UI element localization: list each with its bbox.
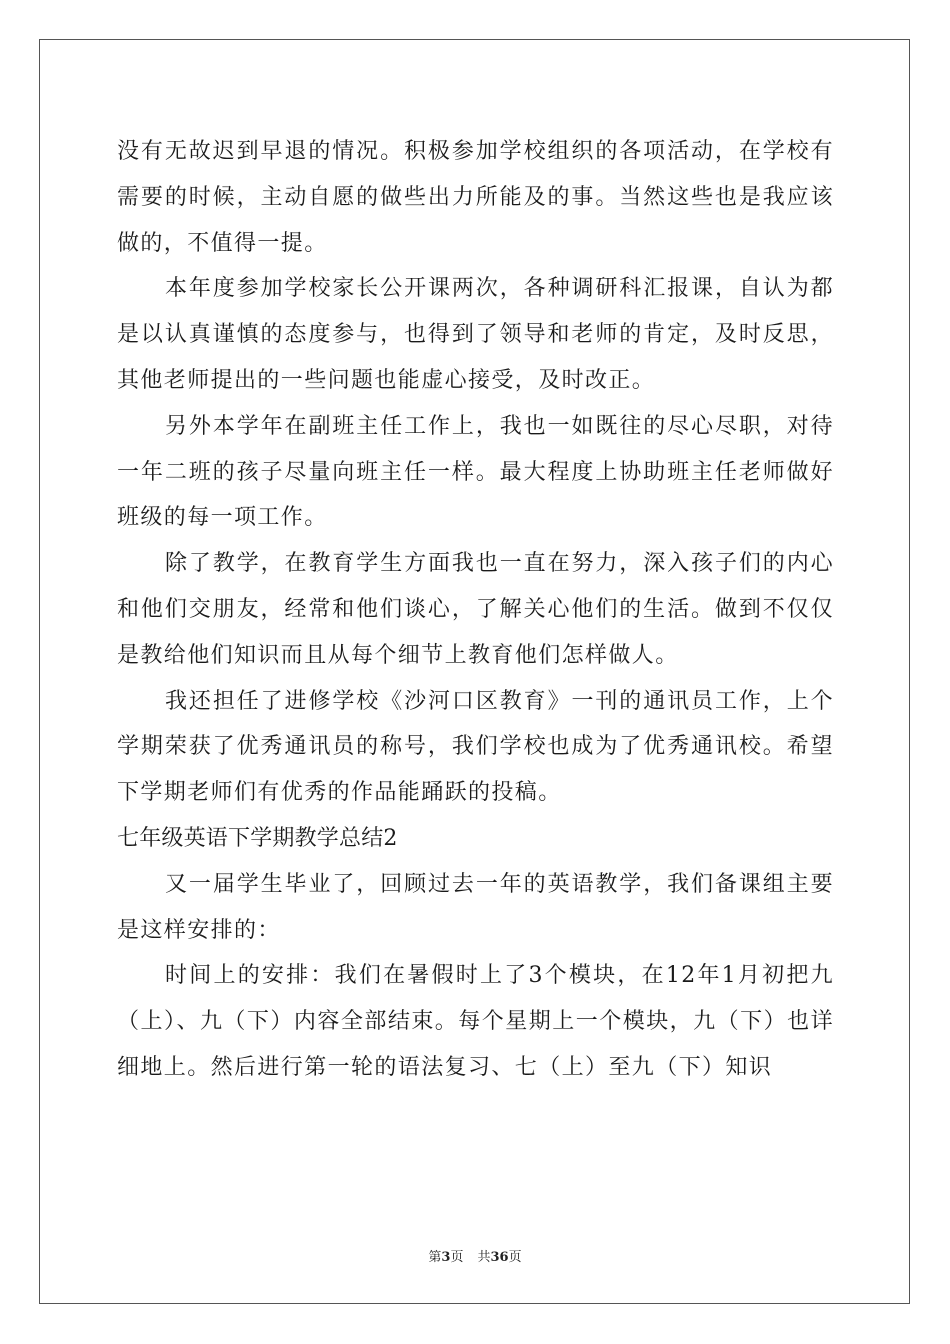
paragraph-2: 本年度参加学校家长公开课两次，各种调研科汇报课，自认为都是以认真谨慎的态度参与，也得到了领导和老师的肯定，及时反思，其他老师提出的一些问题也能虚心接受，及时改正。 xyxy=(117,276,834,393)
paragraph-1: 没有无故迟到早退的情况。积极参加学校组织的各项活动，在学校有需要的时候，主动自愿的做些出力所能及的事。当然这些也是我应该做的，不值得一提。 xyxy=(117,139,834,256)
document-body xyxy=(117,129,834,1091)
section-heading: 七年级英语下学期教学总结2 xyxy=(117,825,398,851)
page-suffix: 页 xyxy=(450,1250,464,1265)
paragraph-5: 我还担任了进修学校《沙河口区教育》一刊的通讯员工作，上个学期荣获了优秀通讯员的称号，我们学校也成为了优秀通讯校。希望下学期老师们有优秀的作品能踊跃的投稿。 xyxy=(117,688,834,806)
paragraph-3: 另外本学年在副班主任工作上，我也一如既往的尽心尽职，对待一年二班的孩子尽量向班主任一样。最大程度上协助班主任老师做好班级的每一项工作。 xyxy=(117,413,834,531)
page-footer xyxy=(0,1246,950,1265)
paragraph-7: 时间上的安排：我们在暑假时上了3个模块，在12年1月初把九（上）、九（下）内容全部结束。每个星期上一个模块，九（下）也详细地上。然后进行第一轮的语法复习、七（上）至九（下）知识 xyxy=(117,963,834,1080)
total-prefix: 共 xyxy=(477,1250,491,1265)
page-prefix: 第 xyxy=(428,1250,442,1265)
paragraph-4: 除了教学，在教育学生方面我也一直在努力，深入孩子们的内心和他们交朋友，经常和他们谈心，了解关心他们的生活。做到不仅仅是教给他们知识而且从每个细节上教育他们怎样做人。 xyxy=(117,551,834,668)
page-number: 3 xyxy=(441,1250,451,1265)
paragraph-6: 又一届学生毕业了，回顾过去一年的英语教学，我们备课组主要是这样安排的： xyxy=(117,871,834,943)
total-suffix: 页 xyxy=(508,1250,522,1265)
total-pages: 36 xyxy=(490,1250,509,1265)
